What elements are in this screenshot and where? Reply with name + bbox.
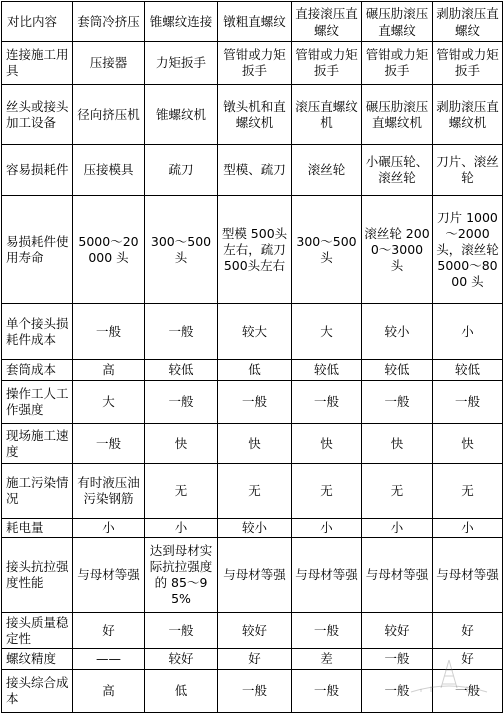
table-cell: 较好	[362, 613, 433, 649]
comparison-table	[1, 1, 503, 713]
table-row	[2, 381, 503, 424]
table-cell: 与母材等强	[218, 538, 292, 613]
table-cell: 好	[218, 649, 292, 670]
table-cell: 一般	[218, 381, 292, 424]
table-cell: 较好	[145, 649, 218, 670]
table-cell: 一般	[145, 381, 218, 424]
table-cell: 压接器	[73, 42, 145, 85]
table-cell: 一般	[292, 670, 362, 713]
table-cell: 与母材等强	[433, 538, 503, 613]
table-cell: 差	[292, 649, 362, 670]
table-cell: 小	[433, 519, 503, 538]
row-label: 易损耗件使用寿命	[2, 196, 73, 304]
table-cell: 低	[218, 360, 292, 381]
table-cell: 一般	[218, 670, 292, 713]
table-cell: 5000～20000 头	[73, 196, 145, 304]
table-cell: 小	[292, 519, 362, 538]
row-label: 接头质量稳定性	[2, 613, 73, 649]
table-cell: 一般	[292, 613, 362, 649]
table-cell: 力矩扳手	[145, 42, 218, 85]
column-header: 直接滚压直螺纹	[292, 2, 362, 42]
table-cell: 300～500头	[292, 196, 362, 304]
table-cell: 较大	[218, 304, 292, 360]
table-cell: 较低	[292, 360, 362, 381]
comparison-table-container	[1, 1, 502, 712]
table-cell: 管钳或力矩扳手	[433, 42, 503, 85]
table-cell: 高	[73, 670, 145, 713]
table-cell: 较小	[218, 519, 292, 538]
table-row	[2, 304, 503, 360]
row-label: 容易损耗件	[2, 145, 73, 196]
table-cell: 快	[292, 424, 362, 464]
table-cell: 无	[218, 464, 292, 519]
table-cell: 有时液压油污染钢筋	[73, 464, 145, 519]
table-cell: 无	[145, 464, 218, 519]
table-cell: 小	[362, 519, 433, 538]
table-header-row	[2, 2, 503, 42]
column-header: 碾压肋滚压直螺纹	[362, 2, 433, 42]
table-cell: 好	[433, 613, 503, 649]
column-header: 剥肋滚压直螺纹	[433, 2, 503, 42]
table-cell: 较低	[362, 360, 433, 381]
row-label: 操作工人工作强度	[2, 381, 73, 424]
table-cell: 高	[73, 360, 145, 381]
table-cell: 镦头机和直螺纹机	[218, 85, 292, 145]
table-cell: 快	[218, 424, 292, 464]
table-cell: 小	[145, 519, 218, 538]
table-cell: 低	[145, 670, 218, 713]
table-cell: 好	[73, 613, 145, 649]
row-label: 单个接头损耗件成本	[2, 304, 73, 360]
table-cell: 一般	[145, 304, 218, 360]
table-cell: 锥螺纹机	[145, 85, 218, 145]
table-cell: 剥肋滚压直螺纹机	[433, 85, 503, 145]
table-cell: 管钳或力矩扳手	[218, 42, 292, 85]
row-label: 螺纹精度	[2, 649, 73, 670]
table-cell: 小	[73, 519, 145, 538]
column-header: 镦粗直螺纹	[218, 2, 292, 42]
table-cell: 一般	[73, 424, 145, 464]
table-cell: 快	[433, 424, 503, 464]
table-cell: 达到母材实际抗拉强度的 85～95%	[145, 538, 218, 613]
table-cell: 碾压肋滚压直螺纹机	[362, 85, 433, 145]
table-row	[2, 538, 503, 613]
table-cell: 一般	[362, 381, 433, 424]
table-cell: 滚丝轮 2000～3000 头	[362, 196, 433, 304]
table-cell: 与母材等强	[73, 538, 145, 613]
table-cell: 压接模具	[73, 145, 145, 196]
row-label: 套筒成本	[2, 360, 73, 381]
table-row	[2, 196, 503, 304]
column-header: 对比内容	[2, 2, 73, 42]
table-cell: 型模、疏刀	[218, 145, 292, 196]
table-row	[2, 464, 503, 519]
table-cell: 滚丝轮	[292, 145, 362, 196]
table-row	[2, 424, 503, 464]
table-row	[2, 613, 503, 649]
table-row	[2, 145, 503, 196]
table-cell: 一般	[73, 304, 145, 360]
table-cell: 一般	[362, 649, 433, 670]
table-cell: 型模 500头左右，疏刀 500头左右	[218, 196, 292, 304]
table-row	[2, 360, 503, 381]
table-cell: 一般	[433, 670, 503, 713]
column-header: 锥螺纹连接	[145, 2, 218, 42]
table-cell: 管钳或力矩扳手	[292, 42, 362, 85]
row-label: 接头综合成本	[2, 670, 73, 713]
table-cell: 较低	[145, 360, 218, 381]
table-cell: 与母材等强	[292, 538, 362, 613]
row-label: 接头抗拉强度性能	[2, 538, 73, 613]
table-row	[2, 519, 503, 538]
column-header: 套筒冷挤压	[73, 2, 145, 42]
table-cell: 一般	[292, 381, 362, 424]
table-cell: 好	[433, 649, 503, 670]
table-cell: 一般	[433, 381, 503, 424]
table-cell: 快	[145, 424, 218, 464]
table-cell: 一般	[145, 613, 218, 649]
table-cell: 大	[73, 381, 145, 424]
table-cell: 大	[292, 304, 362, 360]
table-cell: 刀片、滚丝轮	[433, 145, 503, 196]
table-row	[2, 649, 503, 670]
table-cell: 疏刀	[145, 145, 218, 196]
table-cell: 300～500头	[145, 196, 218, 304]
table-cell: 滚压直螺纹机	[292, 85, 362, 145]
row-label: 连接施工用具	[2, 42, 73, 85]
table-cell: 较低	[433, 360, 503, 381]
row-label: 丝头或接头加工设备	[2, 85, 73, 145]
table-cell: ——	[73, 649, 145, 670]
table-cell: 小	[433, 304, 503, 360]
table-cell: 径向挤压机	[73, 85, 145, 145]
table-cell: 快	[362, 424, 433, 464]
table-cell: 刀片 1000～2000 头，滚丝轮 5000～8000 头	[433, 196, 503, 304]
table-cell: 无	[433, 464, 503, 519]
table-row	[2, 670, 503, 713]
row-label: 现场施工速度	[2, 424, 73, 464]
table-cell: 管钳或力矩扳手	[362, 42, 433, 85]
row-label: 耗电量	[2, 519, 73, 538]
table-cell: 较好	[218, 613, 292, 649]
table-cell: 与母材等强	[362, 538, 433, 613]
table-row	[2, 42, 503, 85]
table-row	[2, 85, 503, 145]
table-cell: 一般	[362, 670, 433, 713]
table-cell: 无	[362, 464, 433, 519]
row-label: 施工污染情况	[2, 464, 73, 519]
table-cell: 无	[292, 464, 362, 519]
table-cell: 较小	[362, 304, 433, 360]
table-cell: 小碾压轮、滚丝轮	[362, 145, 433, 196]
